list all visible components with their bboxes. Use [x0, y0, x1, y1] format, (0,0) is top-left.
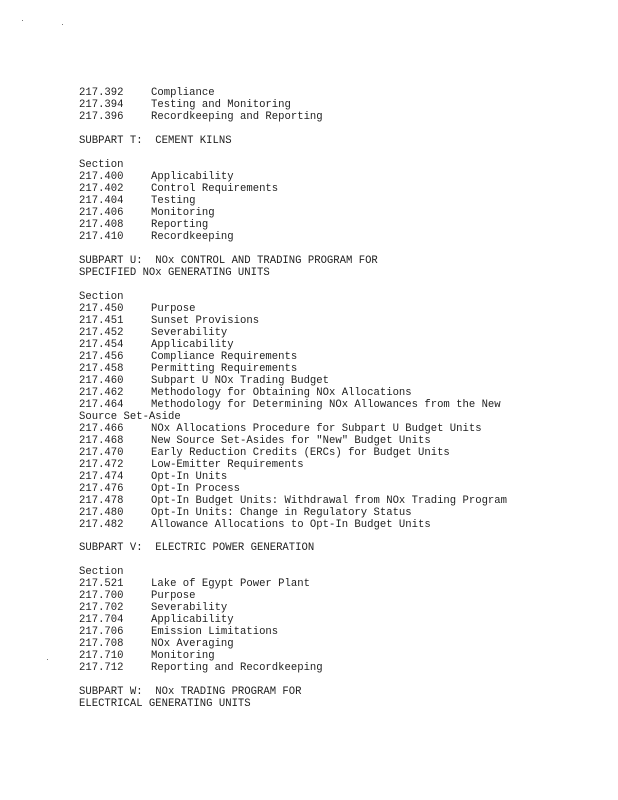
section-number: 217.406: [79, 207, 124, 219]
section-row: [79, 303, 599, 315]
section-title: Permitting Requirements: [151, 363, 298, 375]
section-number: 217.706: [79, 626, 124, 638]
section-title: NOx Allocations Procedure for Subpart U Budget Units: [151, 423, 482, 435]
section-number: 217.452: [79, 327, 124, 339]
section-number: 217.712: [79, 662, 124, 674]
section-title: Compliance: [151, 87, 215, 99]
section-row: [79, 183, 599, 195]
section-title: Severability: [151, 327, 228, 339]
section-number: 217.466: [79, 423, 124, 435]
section-number: 217.708: [79, 638, 124, 650]
section-row: [79, 231, 599, 243]
section-title: Emission Limitations: [151, 626, 279, 638]
section-number: 217.460: [79, 375, 124, 387]
section-title: Early Reduction Credits (ERCs) for Budget Units: [151, 447, 450, 459]
section-title: Opt-In Units: Change in Regulatory Status: [151, 507, 412, 519]
section-row: [79, 578, 599, 590]
section-number: 217.478: [79, 495, 124, 507]
section-number: 217.392: [79, 87, 124, 99]
section-row: [79, 351, 599, 363]
section-row: [79, 315, 599, 327]
section-row: [79, 423, 599, 435]
subpart-heading: SUBPART V: ELECTRIC POWER GENERATION: [79, 542, 315, 554]
section-row: [79, 614, 599, 626]
section-row: [79, 363, 599, 375]
section-title: Applicability: [151, 339, 234, 351]
section-title: Lake of Egypt Power Plant: [151, 578, 310, 590]
section-number: 217.476: [79, 483, 124, 495]
subpart-v: [79, 542, 599, 674]
subpart-u: [79, 255, 599, 531]
section-row: [79, 626, 599, 638]
subpart-heading-line2: ELECTRICAL GENERATING UNITS: [79, 698, 251, 710]
section-title: Testing and Monitoring: [151, 99, 291, 111]
section-number: 217.470: [79, 447, 124, 459]
section-number: 217.402: [79, 183, 124, 195]
subpart-w: [79, 686, 599, 710]
section-number: 217.458: [79, 363, 124, 375]
section-title: Monitoring: [151, 650, 215, 662]
section-title: Recordkeeping: [151, 231, 234, 243]
section-row: [79, 459, 599, 471]
section-title: Applicability: [151, 171, 234, 183]
section-row: [79, 447, 599, 459]
section-number: 217.710: [79, 650, 124, 662]
section-number: 217.454: [79, 339, 124, 351]
section-number: 217.404: [79, 195, 124, 207]
subpart-t: [79, 135, 599, 243]
section-number: 217.400: [79, 171, 124, 183]
section-number: 217.480: [79, 507, 124, 519]
section-row: [79, 650, 599, 662]
section-title: Reporting: [151, 219, 209, 231]
section-label: Section: [79, 291, 124, 303]
section-title: Sunset Provisions: [151, 315, 260, 327]
section-row: [79, 399, 599, 411]
section-title: Recordkeeping and Reporting: [151, 111, 323, 123]
section-row: [79, 602, 599, 614]
section-title: Methodology for Obtaining NOx Allocations: [151, 387, 412, 399]
section-title-wrap: Source Set-Aside: [79, 411, 181, 423]
section-list-continued: [79, 87, 599, 123]
section-number: 217.451: [79, 315, 124, 327]
section-number: 217.456: [79, 351, 124, 363]
section-row: [79, 483, 599, 495]
scan-speck: [62, 24, 63, 25]
section-number: 217.396: [79, 111, 124, 123]
section-number: 217.408: [79, 219, 124, 231]
subpart-heading: SUBPART U: NOx CONTROL AND TRADING PROGRAM FOR: [79, 255, 378, 267]
section-row: [79, 662, 599, 674]
section-row: [79, 638, 599, 650]
section-title: Testing: [151, 195, 196, 207]
section-row: [79, 387, 599, 399]
section-title: Methodology for Determining NOx Allowances from the New: [151, 399, 501, 411]
section-title: Opt-In Budget Units: Withdrawal from NOx Trading Program: [151, 495, 508, 507]
section-number: 217.702: [79, 602, 124, 614]
section-title: New Source Set-Asides for "New" Budget Units: [151, 435, 431, 447]
section-row: [79, 111, 599, 123]
section-row: [79, 171, 599, 183]
section-label: Section: [79, 566, 124, 578]
subpart-heading: SUBPART W: NOx TRADING PROGRAM FOR: [79, 686, 302, 698]
section-title: Compliance Requirements: [151, 351, 298, 363]
scan-speck: [22, 20, 23, 21]
section-row: [79, 375, 599, 387]
section-row: [79, 507, 599, 519]
section-row: [79, 590, 599, 602]
section-title: Allowance Allocations to Opt-In Budget Units: [151, 519, 431, 531]
section-title: Opt-In Process: [151, 483, 241, 495]
section-title: Purpose: [151, 303, 196, 315]
section-number: 217.704: [79, 614, 124, 626]
section-title: Monitoring: [151, 207, 215, 219]
section-row: [79, 327, 599, 339]
section-row: [79, 435, 599, 447]
section-number: 217.450: [79, 303, 124, 315]
section-title: Reporting and Recordkeeping: [151, 662, 323, 674]
section-label: Section: [79, 159, 124, 171]
section-title: NOx Averaging: [151, 638, 234, 650]
section-row: [79, 207, 599, 219]
section-title: Subpart U NOx Trading Budget: [151, 375, 330, 387]
section-title: Opt-In Units: [151, 471, 228, 483]
section-title: Low-Emitter Requirements: [151, 459, 304, 471]
subpart-heading: SUBPART T: CEMENT KILNS: [79, 135, 232, 147]
section-row: [79, 471, 599, 483]
section-number: 217.474: [79, 471, 124, 483]
section-number: 217.464: [79, 399, 124, 411]
scan-speck: [47, 659, 48, 660]
section-number: 217.468: [79, 435, 124, 447]
section-row: [79, 195, 599, 207]
section-title: Control Requirements: [151, 183, 279, 195]
section-number: 217.482: [79, 519, 124, 531]
section-number: 217.472: [79, 459, 124, 471]
section-row: [79, 99, 599, 111]
section-number: 217.521: [79, 578, 124, 590]
section-number: 217.410: [79, 231, 124, 243]
subpart-heading-line2: SPECIFIED NOx GENERATING UNITS: [79, 267, 270, 279]
section-title: Severability: [151, 602, 228, 614]
section-row: [79, 519, 599, 531]
section-row: [79, 339, 599, 351]
section-title: Purpose: [151, 590, 196, 602]
section-number: 217.462: [79, 387, 124, 399]
section-row: [79, 87, 599, 99]
section-row: [79, 219, 599, 231]
section-number: 217.394: [79, 99, 124, 111]
section-row: [79, 495, 599, 507]
section-title: Applicability: [151, 614, 234, 626]
section-number: 217.700: [79, 590, 124, 602]
